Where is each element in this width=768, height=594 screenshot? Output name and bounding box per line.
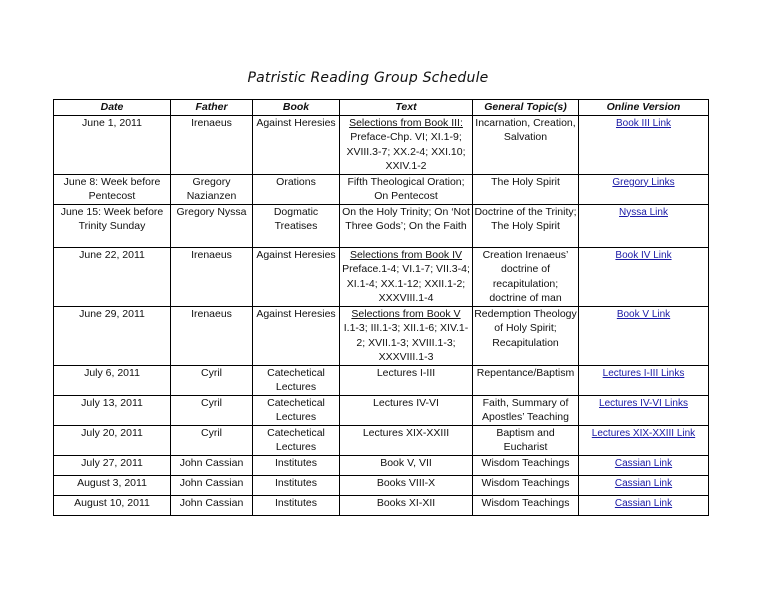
cell-book: Catechetical Lectures [253, 395, 340, 425]
text-selection-body: Preface-Chp. VI; XI.1-9; XVIII.3-7; XX.2-4; XXI.10; XXIV.1-2 [346, 131, 466, 172]
cell-text [340, 495, 473, 515]
table-row [54, 204, 709, 247]
cell-text [340, 247, 473, 306]
online-version-link[interactable]: Cassian Link [614, 497, 673, 509]
table-row [54, 425, 709, 455]
cell-topic: Wisdom Teachings [473, 455, 579, 475]
cell-book: Against Heresies [253, 247, 340, 306]
online-version-link[interactable]: Lectures IV-VI Links [599, 397, 688, 409]
cell-father: Gregory Nazianzen [171, 174, 253, 204]
cell-book: Institutes [253, 475, 340, 495]
cell-topic: Repentance/Baptism [473, 365, 579, 395]
cell-father: Gregory Nyssa [171, 204, 253, 247]
text-selection-body: Lectures IV-VI [373, 396, 439, 409]
cell-date: June 15: Week before Trinity Sunday [54, 204, 171, 247]
cell-online [579, 425, 709, 455]
cell-book: Institutes [253, 455, 340, 475]
cell-father: Cyril [171, 395, 253, 425]
page-title: Patristic Reading Group Schedule [247, 70, 489, 86]
table-row [54, 475, 709, 495]
online-version-link[interactable]: Book V Link [616, 308, 671, 320]
cell-topic: Baptism and Eucharist [473, 425, 579, 455]
cell-text [340, 395, 473, 425]
text-selection-heading: Selections from Book IV [349, 248, 463, 261]
cell-online [579, 306, 709, 365]
table-row [54, 174, 709, 204]
online-version-link[interactable]: Lectures XIX-XXIII Link [591, 427, 696, 439]
text-selection-body: Preface.1-4; VI.1-7; VII.3-4; XI.1-4; XX.1-12; XXII.1-2; XXXVIII.1-4 [342, 263, 470, 304]
online-version-link[interactable]: Lectures I-III Links [602, 367, 685, 379]
cell-topic: Incarnation, Creation, Salvation [473, 115, 579, 174]
cell-online [579, 495, 709, 515]
cell-topic: Doctrine of the Trinity; The Holy Spirit [473, 204, 579, 247]
text-selection-body: On the Holy Trinity; On ‘Not Three Gods’; On the Faith [342, 205, 470, 232]
cell-text [340, 115, 473, 174]
table-row [54, 115, 709, 174]
cell-father: Irenaeus [171, 115, 253, 174]
online-version-link[interactable]: Book IV Link [615, 249, 672, 261]
cell-book: Catechetical Lectures [253, 425, 340, 455]
cell-text [340, 204, 473, 247]
text-selection-body: Books XI-XII [376, 496, 436, 509]
cell-book: Orations [253, 174, 340, 204]
online-version-link[interactable]: Book III Link [615, 117, 672, 129]
column-header-father: Father [171, 100, 253, 116]
cell-text [340, 306, 473, 365]
column-header-text: Text [340, 100, 473, 116]
cell-topic: The Holy Spirit [473, 174, 579, 204]
cell-topic: Wisdom Teachings [473, 475, 579, 495]
cell-father: Cyril [171, 365, 253, 395]
cell-online [579, 455, 709, 475]
text-selection-body: I.1-3; III.1-3; XII.1-6; XIV.1-2; XVII.1-3; XVIII.1-3; XXXVIII.1-3 [343, 322, 469, 363]
cell-topic: Faith, Summary of Apostles’ Teaching [473, 395, 579, 425]
cell-book: Against Heresies [253, 115, 340, 174]
cell-father: Irenaeus [171, 306, 253, 365]
cell-father: John Cassian [171, 455, 253, 475]
table-row [54, 455, 709, 475]
cell-text [340, 174, 473, 204]
table-row [54, 495, 709, 515]
schedule-table [53, 99, 709, 516]
table-row [54, 365, 709, 395]
cell-date: July 27, 2011 [54, 455, 171, 475]
table-row [54, 247, 709, 306]
column-header-topic: General Topic(s) [473, 100, 579, 116]
cell-online [579, 247, 709, 306]
table-row [54, 395, 709, 425]
text-selection-body: Lectures I-III [376, 366, 436, 379]
cell-father: John Cassian [171, 495, 253, 515]
cell-book: Against Heresies [253, 306, 340, 365]
cell-online [579, 395, 709, 425]
text-selection-body: Book V, VII [380, 456, 432, 469]
cell-date: June 29, 2011 [54, 306, 171, 365]
cell-date: June 1, 2011 [54, 115, 171, 174]
cell-book: Catechetical Lectures [253, 365, 340, 395]
cell-date: July 13, 2011 [54, 395, 171, 425]
online-version-link[interactable]: Nyssa Link [619, 206, 668, 218]
cell-date: June 8: Week before Pentecost [54, 174, 171, 204]
cell-online [579, 204, 709, 247]
cell-online [579, 475, 709, 495]
cell-online [579, 115, 709, 174]
cell-online [579, 365, 709, 395]
text-selection-heading: Selections from Book III: [349, 116, 463, 129]
column-header-date: Date [54, 100, 171, 116]
column-header-book: Book [253, 100, 340, 116]
online-version-link[interactable]: Cassian Link [614, 477, 673, 489]
cell-date: August 3, 2011 [54, 475, 171, 495]
column-header-online: Online Version [579, 100, 709, 116]
cell-text [340, 475, 473, 495]
cell-text [340, 425, 473, 455]
cell-topic: Wisdom Teachings [473, 495, 579, 515]
text-selection-body: Books VIII-X [376, 476, 436, 489]
cell-father: Irenaeus [171, 247, 253, 306]
cell-book: Dogmatic Treatises [253, 204, 340, 247]
cell-text [340, 455, 473, 475]
table-row [54, 306, 709, 365]
cell-text [340, 365, 473, 395]
cell-date: July 6, 2011 [54, 365, 171, 395]
cell-online [579, 174, 709, 204]
online-version-link[interactable]: Gregory Links [612, 176, 675, 188]
cell-father: John Cassian [171, 475, 253, 495]
cell-father: Cyril [171, 425, 253, 455]
text-selection-heading: Selections from Book V [351, 307, 461, 320]
text-selection-body: Fifth Theological Oration; On Pentecost [347, 175, 465, 202]
cell-date: July 20, 2011 [54, 425, 171, 455]
cell-date: June 22, 2011 [54, 247, 171, 306]
cell-date: August 10, 2011 [54, 495, 171, 515]
text-selection-body: Lectures XIX-XXIII [362, 426, 450, 439]
cell-topic: Redemption Theology of Holy Spirit; Recapitulation [473, 306, 579, 365]
table-header-row [54, 100, 709, 116]
cell-topic: Creation Irenaeus’ doctrine of recapitulation; doctrine of man [473, 247, 579, 306]
online-version-link[interactable]: Cassian Link [614, 457, 673, 469]
cell-book: Institutes [253, 495, 340, 515]
